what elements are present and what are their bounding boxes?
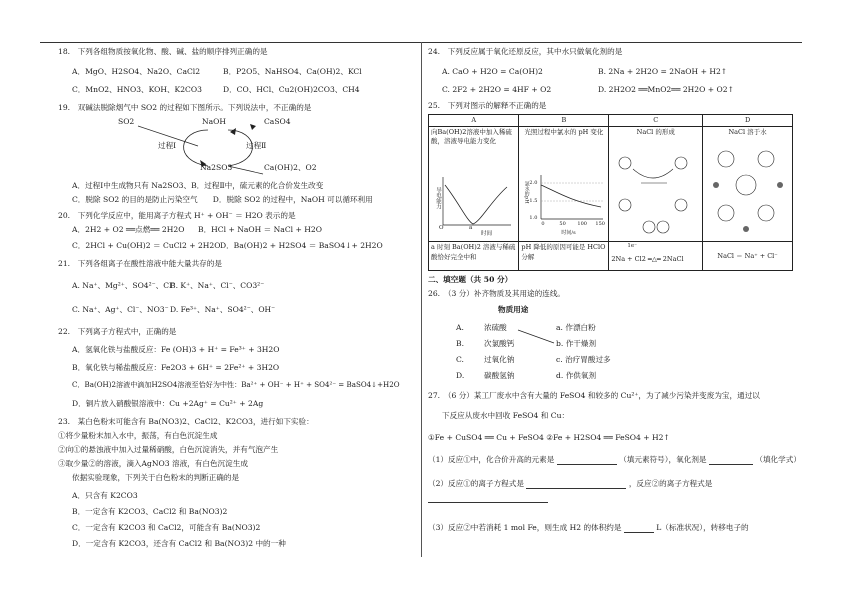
q27-p1-text-c: （填化学式） [755,455,801,464]
q22-stem: 22. 下列离子方程式中，正确的是 [58,327,177,336]
graph-b-xlabel: 时间/s [561,230,576,237]
q26-substance-c: 过氧化钠 [484,355,515,364]
so2-cycle-diagram [78,116,358,180]
label-caso4: CaSO4 [264,117,291,126]
graph-b-xtick-2: 50 [559,221,566,228]
q27-p2-text-a: （2）反应①的离子方程式是 [428,479,524,488]
q23-ask: 依据实验现象，下列关于白色粉末的判断正确的是 [72,473,240,482]
q25-header-a: A [429,115,519,127]
matching-line-icon [516,328,576,348]
graph-a-point: a [469,225,473,232]
q25-figure-row [429,127,793,242]
q23-opt-d: D．一定含有 K2CO3，还含有 CaCl2 和 Ba(NO3)2 中的一种 [72,539,286,548]
label-process-1: 过程Ⅰ [158,141,177,150]
label-so2: SO2 [118,117,135,126]
q26-substance-d: 碳酸氢钠 [484,371,515,380]
q21-opt-c: C. Na⁺、Ag⁺、Cl⁻、NO3⁻ [72,305,169,314]
q25-answer-c: 2Na + Cl2 ═△═ 2NaCl [611,255,684,264]
q21-opt-d: D. Fe³⁺、Na⁺、SO4²⁻、OH⁻ [170,305,276,314]
q26-use-c: c. 治疗胃酸过多 [556,355,611,364]
q25-caption-b: 光照过程中氯水的 pH 变化 [524,128,604,137]
q26-letter-d: D. [456,371,465,380]
q22-opt-c: C．Ba(OH)2溶液中滴加H2SO4溶液至恰好为中性：Ba²⁺ + OH⁻ + H⁺ + SO4²⁻ = BaSO4↓+H2O [72,380,400,389]
q26-letter-a: A. [456,323,464,332]
q23-step-2: ②向①的悬浊液中加入过量稀硝酸，白色沉淀消失，并有气泡产生 [58,445,279,454]
column-divider [421,42,422,557]
q25-caption-c: NaCl 的形成 [636,128,675,137]
q25-cell-c [609,127,703,242]
q20-stem: 20. 下列化学反应中，能用离子方程式 H⁺ + OH⁻ ＝ H2O 表示的是 [58,211,296,220]
q25-header-row [429,115,793,127]
graph-a-origin: O [439,225,444,232]
q27-p1-text-b: （填元素符号），氧化剂是 [619,455,707,464]
q18-opt-a: A．MgO、H2SO4、Na2O、CaCl2 [72,67,201,76]
graph-b-xtick-4: 150 [595,221,605,228]
q27-p2-text-b: ，反应②的离子方程式是 [628,479,713,488]
graph-b-xtick-3: 100 [577,221,587,228]
label-process-2: 过程Ⅱ [246,141,267,150]
q26-substance-b: 次氯酸钙 [484,339,515,348]
label-caoh2-o2: Ca(OH)2、O2 [264,163,317,172]
q26-use-d: d. 作供氧剂 [556,371,597,380]
q27-part-3 [428,522,749,533]
q20-opt-d: D．Ba(OH)2 + H2SO4 ＝ BaSO4↓+ 2H2O [220,241,383,250]
graph-b-xtick-1: 0 [541,221,545,228]
q23-step-3: ③取少量②的溶液，滴入AgNO3 溶液，有白色沉淀生成 [58,459,248,468]
q22-opt-b: B．氧化铁与稀盐酸反应：Fe2O3 + 6H⁺ = 2Fe²⁺ + 3H2O [72,363,280,372]
q18-opt-b: B．P2O5、NaHSO4、Ca(OH)2、KCl [223,67,362,76]
q27-equations: ①Fe + CuSO4 ══ Cu + FeSO4 ②Fe + H2SO4 ══ FeSO4 + H2↑ [428,433,670,442]
q21-opt-a: A. Na⁺、Mg²⁺、SO4²⁻、Cl⁻ [72,281,176,290]
q24-opt-d: D. 2H2O2 ══MnO2══ 2H2O + O2↑ [598,85,734,94]
q27-p1-blank-2[interactable] [709,456,753,465]
label-naoh: NaOH [202,117,227,126]
q24-opt-b: B. 2Na + 2H2O = 2NaOH + H2↑ [598,67,728,76]
section-2-title: 二、填空题（共 50 分） [428,275,513,284]
q20-opt-a: A．2H2 + O2 ══点燃══ 2H2O [72,225,185,234]
q20-opt-b: B．HCl + NaOH ＝ NaCl + H2O [198,225,322,234]
q24-opt-c: C. 2F2 + 2H2O = 4HF + O2 [442,85,552,94]
q26-stem: 26. （3 分）补齐物质及其用途的连线。 [428,289,566,298]
q25-stem: 25. 下列对图示的解释不正确的是 [428,101,547,110]
q26-use-a: a. 作漂白粉 [556,323,596,332]
q25-header-c: C [609,115,703,127]
q25-cell-a [429,127,519,242]
q24-opt-a: A. CaO + H2O = Ca(OH)2 [442,67,543,76]
q26-letter-b: B. [456,339,464,348]
q27-p3-text-a: （3）反应②中若消耗 1 mol Fe，则生成 H2 的体积约是 [428,523,622,532]
q25-cell-d [703,127,793,242]
conductivity-graph-icon [435,173,515,233]
q27-p1-blank-1[interactable] [557,456,617,465]
hydrated-ions-diagram-icon [706,141,790,237]
q25-answer-row [429,242,793,271]
graph-b-ytick-3: 1.0 [529,215,538,222]
q23-opt-a: A．只含有 K2CO3 [72,491,138,500]
q25-answer-a: a 时刻 Ba(OH)2 溶液与稀硫酸恰好完全中和 [429,242,519,271]
graph-a-ylabel: 导电能力 [434,187,441,210]
q27-p2-blank-1[interactable] [526,480,626,489]
graph-a-xlabel: 时间 [481,231,493,238]
q23-step-1: ①将少量粉末加入水中，振荡，有白色沉淀生成 [58,431,218,440]
q19-opt-cd: C．脱除 SO2 的目的是防止污染空气 D．脱除 SO2 的过程中，NaOH 可以循环利用 [72,195,373,204]
graph-b-ytick-2: 1.5 [529,198,538,205]
q23-opt-b: B．一定含有 K2CO3、CaCl2 和 Ba(NO3)2 [72,507,228,516]
q27-part-2 [428,478,712,489]
graph-b-ytick-1: 2.0 [529,180,538,187]
q25-caption-a: 向Ba(OH)2溶液中加入稀硫酸，溶液导电能力变化 [431,128,512,145]
q26-substance-a: 浓硫酸 [484,323,507,332]
ionic-bond-diagram-icon [611,141,699,237]
q27-p1-text-a: （1）反应①中，化合价升高的元素是 [428,455,555,464]
q27-p3-text-b: L（标准状况），转移电子的 [656,523,749,532]
q19-stem: 19. 双碱法脱除烟气中 SO2 的过程如下图所示。下列说法中，不正确的是 [58,103,312,112]
q23-opt-c: C．一定含有 K2CO3 和 CaCl2，可能含有 Ba(NO3)2 [72,523,261,532]
q25-answer-b: pH 降低的原因可能是 HClO 分解 [519,242,609,271]
q18-opt-c: C．MnO2、HNO3、KOH、K2CO3 [72,85,202,94]
q27-p3-blank-1[interactable] [624,524,654,533]
q24-stem: 24. 下列反应属于氧化还原反应，其中水只做氧化剂的是 [428,47,623,56]
graph-b-ylabel: 氯水的pH [523,181,530,204]
q27-stem-2: 下反应从废水中回收 FeSO4 和 Cu： [442,411,570,420]
q22-opt-a: A．氢氧化铁与盐酸反应：Fe (OH)3 + H⁺ = Fe³⁺ + 3H2O [72,345,280,354]
q19-opt-ab: A．过程Ⅰ中生成物只有 Na2SO3、B．过程Ⅱ中，硫元素的化合价发生改变 [72,181,324,190]
q27-part-2-cont [428,492,548,503]
q25-answer-d: NaCl ＝ Na⁺ + Cl⁻ [703,242,793,271]
q18-stem: 18. 下列各组物质按氧化物、酸、碱、盐的顺序排列正确的是 [58,47,268,56]
q22-opt-d: D．铜片放入硝酸银溶液中：Cu +2Ag⁺ = Cu²⁺ + 2Ag [72,399,264,408]
q18-opt-d: D．CO、HCl、Cu2(OH)2CO3、CH4 [223,85,360,94]
electron-transfer-label: 1e⁻ [627,243,638,250]
q25-table [428,114,793,271]
q25-answer-c-cell [609,242,703,271]
q26-letter-c: C. [456,355,464,364]
q26-use-b: b. 作干燥剂 [556,339,597,348]
q25-caption-d: NaCl 溶于水 [728,128,767,137]
q20-opt-c: C．2HCl + Cu(OH)2 ＝ CuCl2 + 2H2O [72,241,221,250]
label-na2so3: Na2SO3 [200,163,233,172]
q25-cell-b [519,127,609,242]
q21-stem: 21. 下列各组离子在酸性溶液中能大量共存的是 [58,259,222,268]
q25-header-b: B [519,115,609,127]
q25-header-d: D [703,115,793,127]
q27-p2-blank-2[interactable] [428,494,548,503]
q21-opt-b: B. K⁺、Na⁺、Cl⁻、CO3²⁻ [170,281,265,290]
q27-stem-1: 27. （6 分）某工厂废水中含有大量的 FeSO4 和较多的 Cu²⁺，为了减少污染并变废为宝，通过以 [428,391,760,400]
q26-title: 物质用途 [498,305,529,314]
q27-part-1 [428,454,801,465]
q23-stem: 23. 某白色粉末可能含有 Ba(NO3)2、CaCl2、K2CO3，进行如下实验： [58,417,314,426]
